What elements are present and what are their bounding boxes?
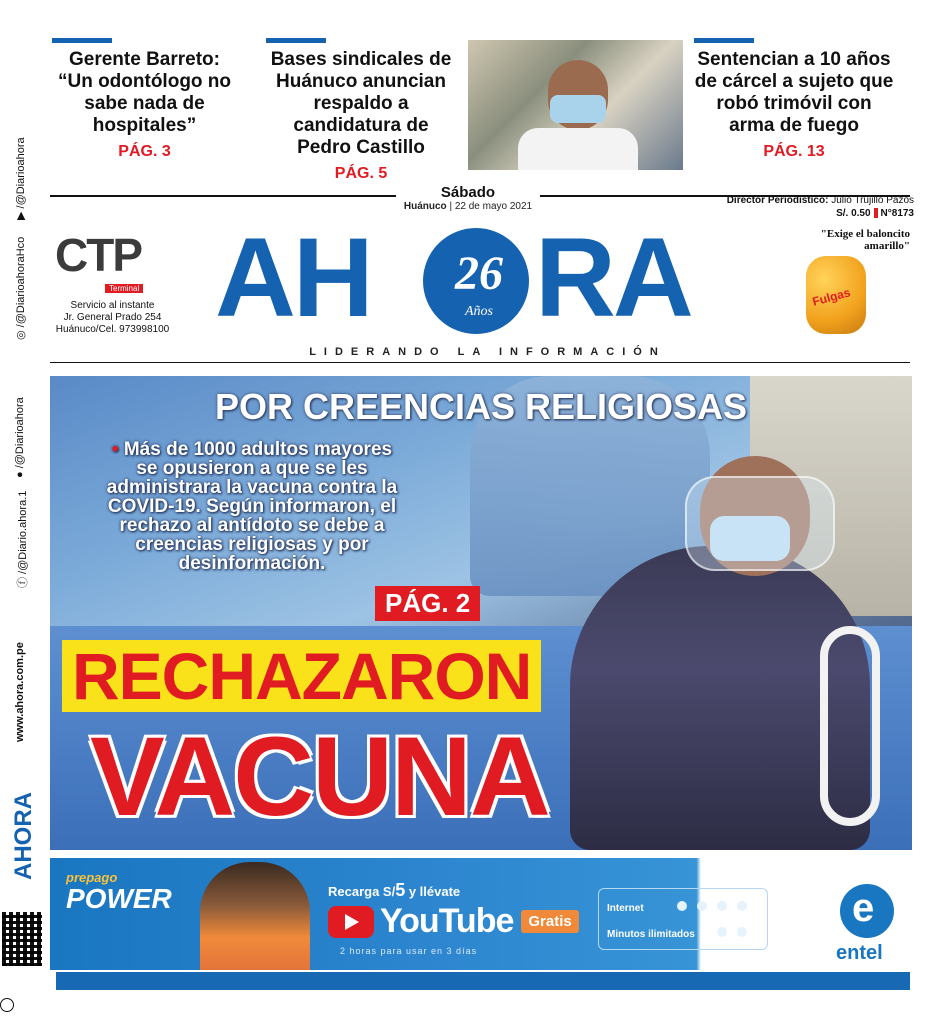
dateline-date: 22 de mayo 2021 — [454, 201, 533, 212]
gratis-badge: Gratis — [521, 910, 578, 933]
hero-bullet — [102, 440, 402, 573]
price: S/. 0.50 — [836, 208, 871, 219]
mail-icon — [737, 901, 747, 911]
headline-line-2: VACUNA — [90, 714, 549, 839]
director-block — [727, 195, 914, 219]
ad-model — [200, 862, 310, 970]
bullet-dot-icon: • — [111, 439, 124, 460]
teaser-sentencian[interactable] — [694, 38, 894, 161]
ctp-line2: Jr. General Prado 254 — [63, 312, 162, 323]
ctp-logo: CTP — [55, 229, 141, 281]
spotify-icon — [717, 901, 727, 911]
teaser-title: Bases sindicales de Huánuco anuncian respaldo a candidatura de Pedro Castillo — [270, 49, 452, 158]
dateline-city: Huánuco — [403, 201, 447, 212]
prepago-label: prepago — [66, 870, 118, 885]
side-logo-text: AHORA — [10, 792, 37, 880]
ctp-ad[interactable] — [55, 229, 215, 336]
youtube-label: YouTube — [380, 902, 514, 940]
whatsapp-icon — [717, 927, 727, 937]
teaser-bar — [266, 38, 326, 43]
entel-ad[interactable] — [50, 858, 912, 970]
recarga-text: Recarga S/5 y llévate — [328, 880, 461, 900]
entel-brand: entel — [836, 942, 883, 964]
ctp-tag: Terminal — [105, 284, 143, 293]
ctp-line3: Huánuco/Cel. 973998100 — [55, 324, 170, 335]
hero-bullet-text: Más de 1000 adultos mayores se opusieron a que se les administrara la vacuna contra la COVID-19. Según informaron, el rechazo al antídoto se debe a creencias religiosas y por desinformación. — [106, 439, 398, 574]
gas-tank-icon — [806, 256, 866, 334]
anniversary-number: 26 — [455, 247, 503, 300]
power-label: POWER — [66, 883, 172, 914]
headline-line-1: RECHAZARON — [62, 640, 541, 712]
dateline-day: Sábado — [440, 184, 496, 201]
side-logo — [4, 780, 40, 880]
hero-chair — [820, 626, 880, 826]
masthead — [215, 215, 760, 343]
youtube-play-icon — [328, 906, 374, 938]
masthead-left: AH — [215, 215, 371, 340]
benefits-box — [598, 888, 768, 950]
teaser-bar — [52, 38, 112, 43]
minutos-label: Minutos ilimitados — [607, 929, 695, 940]
facebook-link[interactable]: ⓕ /@Diario.ahora.1 — [17, 490, 29, 588]
teaser-title: Sentencian a 10 años de cárcel a sujeto que robó trimóvil con arma de fuego — [694, 49, 894, 136]
teaser-bases-sindicales[interactable] — [266, 38, 456, 183]
registration-mark-icon — [0, 998, 14, 1012]
youtube-offer — [328, 902, 579, 941]
messenger-icon — [737, 927, 747, 937]
instagram-link[interactable]: ◎ /@DiarioahoraHco — [15, 236, 27, 340]
ad-fine-print — [56, 972, 910, 990]
fulgas-quote: "Exige el baloncito amarillo" — [820, 228, 910, 252]
instagram-icon — [697, 901, 707, 911]
qr-code-icon[interactable] — [2, 912, 42, 966]
social-sidebar — [8, 137, 42, 810]
fulgas-ad[interactable] — [800, 228, 910, 334]
hero-face-shield — [685, 476, 835, 571]
internet-label: Internet — [607, 903, 644, 914]
issue-number: N°8173 — [880, 208, 914, 219]
masthead-right: RA — [535, 215, 691, 340]
website-link[interactable]: www.ahora.com.pe — [14, 642, 26, 742]
entel-logo-letter: e — [852, 886, 875, 930]
teaser-page: PÁG. 13 — [763, 143, 825, 160]
teaser-title: Gerente Barreto: “Un odontólogo no sabe nada de hospitales” — [57, 49, 232, 136]
photo-mask — [550, 95, 606, 123]
anniversary-label: Años — [465, 304, 493, 319]
prepago-power-logo — [66, 870, 172, 913]
hero-page-tag[interactable]: PÁG. 2 — [375, 586, 480, 621]
header-rule-bottom — [50, 362, 910, 363]
teaser-page: PÁG. 3 — [118, 143, 171, 160]
ctp-line1: Servicio al instante — [70, 300, 155, 311]
director-label: Director Periodístico: — [726, 195, 829, 206]
twitter-link[interactable]: ● /@Diarioahora — [14, 397, 26, 478]
photo-shirt — [518, 128, 638, 170]
red-square-icon — [874, 208, 878, 218]
slogan: LIDERANDO LA INFORMACIÓN — [309, 346, 666, 358]
teaser-bar — [694, 38, 754, 43]
hero-kicker: POR CREENCIAS RELIGIOSAS — [214, 386, 748, 427]
hours-note: 2 horas para usar en 3 días — [340, 946, 478, 956]
anniversary-badge — [420, 225, 532, 337]
teaser-page: PÁG. 5 — [334, 165, 388, 182]
teaser-barreto[interactable] — [52, 38, 237, 161]
teaser-photo — [468, 40, 683, 170]
youtube-link[interactable]: ▶ /@Diarioahora — [15, 137, 27, 220]
fulgas-brand: Fulgas — [810, 285, 852, 309]
dateline: Sábado Huánuco | 22 de mayo 2021 — [0, 184, 936, 214]
director-name: Julio Trujillo Pazos — [831, 195, 914, 206]
entel-logo-icon — [840, 884, 894, 938]
facebook-icon — [677, 901, 687, 911]
hero-photo — [50, 376, 912, 850]
